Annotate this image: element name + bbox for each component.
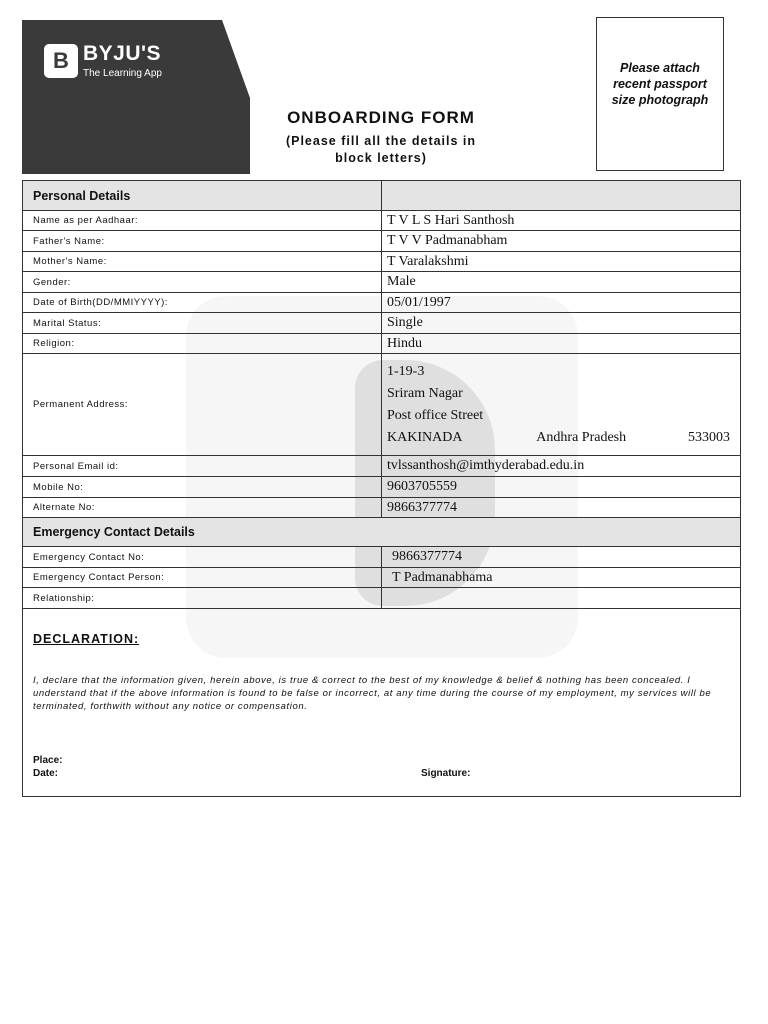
row-name [23, 211, 741, 231]
address-pin: 533003 [688, 429, 730, 445]
label-email: Personal Email id: [23, 456, 382, 477]
row-mobile [23, 477, 741, 498]
form-title: ONBOARDING FORM [287, 108, 475, 127]
label-relationship: Relationship: [23, 588, 382, 609]
label-father: Father's Name: [23, 231, 382, 252]
address-line4 [387, 427, 730, 449]
row-religion [23, 334, 741, 354]
form-subtitle-line2: block letters) [335, 151, 427, 165]
section-emergency-contact [23, 518, 741, 547]
label-religion: Religion: [23, 334, 382, 354]
name-field[interactable]: T V L S Hari Santhosh [382, 211, 741, 231]
label-emergency-number: Emergency Contact No: [23, 547, 382, 568]
photo-line1: Please attach [620, 61, 700, 75]
emergency-number-field[interactable]: 9866377774 [382, 547, 741, 568]
gender-field[interactable]: Male [382, 272, 741, 293]
dob-field[interactable]: 05/01/1997 [382, 293, 741, 313]
photo-line3: size photograph [611, 93, 709, 107]
row-gender [23, 272, 741, 293]
alternate-number-field[interactable]: 9866377774 [382, 498, 741, 518]
form-subtitle [240, 133, 522, 167]
relationship-field[interactable] [382, 588, 741, 609]
form-subtitle-line1: (Please fill all the details in [285, 134, 477, 148]
declaration-title: DECLARATION: [33, 632, 140, 646]
father-name-field[interactable]: T V V Padmanabham [382, 231, 741, 252]
row-dob [23, 293, 741, 313]
brand-name: BYJU'S [83, 42, 162, 65]
label-dob: Date of Birth(DD/MMIYYYY): [23, 293, 382, 313]
byjus-b-icon: B [44, 44, 78, 78]
declaration-box [22, 608, 741, 797]
label-marital: Marital Status: [23, 313, 382, 334]
address-line1: 1-19-3 [387, 363, 425, 379]
label-address: Permanent Address: [23, 354, 382, 456]
photo-placeholder[interactable] [596, 17, 724, 171]
place-label: Place: [33, 755, 63, 766]
label-mobile: Mobile No: [23, 477, 382, 498]
address-line3: Post office Street [387, 407, 484, 423]
byjus-logo [44, 42, 162, 79]
label-mother: Mother's Name: [23, 252, 382, 272]
signature-label: Signature: [421, 768, 471, 779]
brand-tagline: The Learning App [83, 68, 162, 79]
row-father [23, 231, 741, 252]
row-mother [23, 252, 741, 272]
address-city: KAKINADA [387, 429, 463, 445]
label-name: Name as per Aadhaar: [23, 211, 382, 231]
row-relationship [23, 588, 741, 609]
date-label: Date: [33, 768, 59, 779]
row-alternate [23, 498, 741, 518]
onboarding-table [22, 180, 741, 609]
row-address [23, 354, 741, 456]
section-heading: Personal Details [23, 181, 382, 211]
row-marital [23, 313, 741, 334]
row-email [23, 456, 741, 477]
email-field[interactable]: tvlssanthosh@imthyderabad.edu.in [382, 456, 741, 477]
address-state: Andhra Pradesh [536, 429, 627, 445]
mobile-field[interactable]: 9603705559 [382, 477, 741, 498]
address-field[interactable] [382, 354, 741, 456]
declaration-text: I, declare that the information given, herein above, is true & correct to the best of my knowledge & belief & nothing has been concealed. I understand that if the above information is found to be false or incorrect, at any time during the course of my employment, my services will be terminated, forthwith without any notice or compensation. [33, 675, 712, 712]
label-alternate: Alternate No: [23, 498, 382, 518]
religion-field[interactable]: Hindu [382, 334, 741, 354]
row-emergency-number [23, 547, 741, 568]
marital-status-field[interactable]: Single [382, 313, 741, 334]
mother-name-field[interactable]: T Varalakshmi [382, 252, 741, 272]
section-heading: Emergency Contact Details [23, 518, 741, 547]
label-emergency-person: Emergency Contact Person: [23, 568, 382, 588]
address-line2: Sriram Nagar [387, 385, 463, 401]
row-emergency-person [23, 568, 741, 588]
section-personal-details [23, 181, 741, 211]
photo-line2: recent passport [613, 77, 707, 91]
emergency-person-field[interactable]: T Padmanabhama [382, 568, 741, 588]
label-gender: Gender: [23, 272, 382, 293]
